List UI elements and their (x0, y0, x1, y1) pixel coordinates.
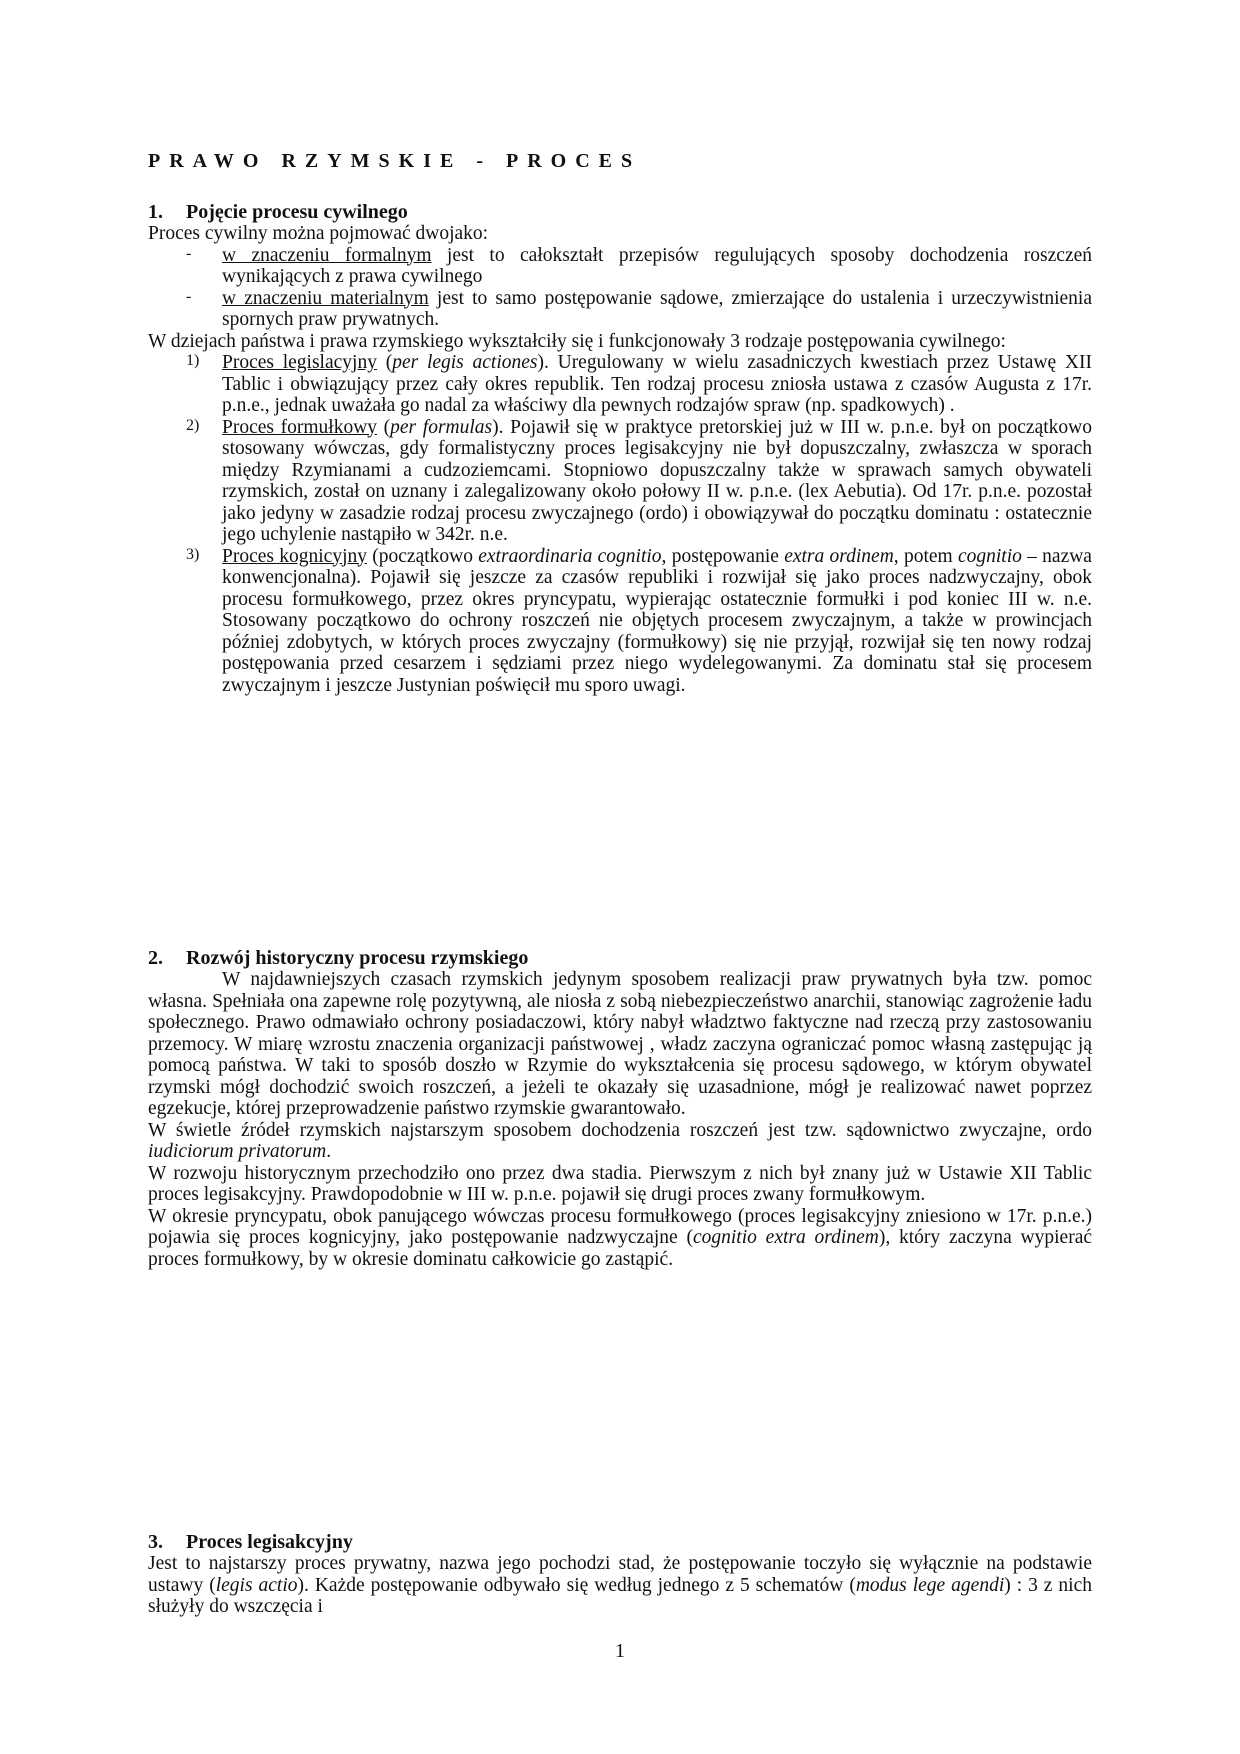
numbered-item (148, 417, 1092, 546)
text-run: , potem (893, 545, 958, 567)
latin-term: per legis actiones (392, 352, 538, 373)
term: w znaczeniu formalnym (222, 244, 432, 266)
section-title: Pojęcie procesu cywilnego (186, 201, 408, 223)
list-item (148, 288, 1092, 331)
item-number: 1) (186, 352, 200, 369)
paragraph (148, 1553, 1092, 1618)
numbered-item (148, 352, 1092, 417)
text-run: W świetle źródeł rzymskich najstarszym sposobem dochodzenia roszczeń jest tzw. sądownictwo zwyczajne, ordo (148, 1119, 1092, 1141)
latin-term: per formulas (390, 416, 493, 438)
text-run: ). Uregulowany w wielu zasadniczych kwestiach przez Ustawę XII Tablic i obwiązujący przez cały okres republik. Ten rodzaj procesu zniosła ustawa z czasów Augusta z 17r. p.n.e., jednak uważała go nadal za właściwy dla pewnych rodzajów spraw (np. spadkowych) . (222, 352, 1093, 416)
section-title: Proces legisakcyjny (186, 1531, 353, 1553)
term: w znaczeniu materialnym (222, 287, 429, 309)
latin-term: modus lege agendi (855, 1574, 1005, 1596)
paragraph: W najdawniejszych czasach rzymskich jedynym sposobem realizacji praw prywatnych była tzw. pomoc własna. Spełniała ona zapewne rolę pozytywną, ale niosła z sobą niebezpieczeństwo anarchii, stanowiąc zagrożenie ładu społecznego. Prawo odmawiało ochrony posiadaczowi, który nabył władztwo faktyczne nad rzeczą przy zastosowaniu przemocy. W miarę wzrostu znaczenia organizacji państwowej , władz zaczyna ograniczać pomoc własną zastępując ją pomocą państwa. W taki to sposób doszło w Rzymie do wykształcenia się procesu sądowego, w którym obywatel rzymski mógł dochodzić swoich roszczeń, a jeżeli te okazały się uzasadnione, mógł je realizować nawet poprzez egzekucje, której przeprowadzenie państwo rzymskie gwarantowało. (148, 969, 1092, 1119)
numbered-item-text (222, 546, 1092, 697)
latin-term: extra ordinem (784, 545, 894, 567)
text-run: ). Pojawił się w praktyce pretorskiej już w III w. p.n.e. był on początkowo stosowany wówczas, gdy formalistyczny proces legisakcyjny nie był dopuszczalny, zwłaszcza w sporach między Rzymianami a cudzoziemcami. Stopniowo dopuszczalny także w sprawach samych obywateli rzymskich, został on uznany i zalegalizowany około połowy II w. p.n.e. (lex Aebutia). Od 17r. p.n.e. pozostał jako jedyny w zasadzie rodzaj procesu zwyczajnego (ordo) i obowiązywał do początku dominatu : ostatecznie jego uchylenie nastąpiło w 342r. n.e. (222, 416, 1092, 545)
text-run: , postępowanie (661, 545, 785, 567)
item-number: 2) (186, 416, 200, 434)
section-3 (148, 1531, 1092, 1618)
section-title: Rozwój historyczny procesu rzymskiego (186, 947, 529, 969)
text-run: ). Każde postępowanie odbywało się według jednego z 5 schematów ( (297, 1574, 856, 1596)
document-title: PRAWO RZYMSKIE - PROCES (148, 150, 642, 172)
list-item-text (222, 245, 1092, 288)
section-number: 1. (148, 201, 163, 223)
section-number: 2. (148, 947, 163, 969)
latin-term: extraordinaria cognitio (478, 545, 662, 567)
paragraph (148, 1120, 1092, 1163)
text-run: ( (377, 416, 391, 438)
text-run: ), który zaczyna wypierać proces formułkowy, by w okresie dominatu całkowicie go zastąpić. (148, 1227, 1092, 1270)
text-run: ) : 3 z nich służyły do wszczęcia i (148, 1574, 1092, 1617)
latin-term: cognitio extra ordinem (692, 1227, 879, 1248)
text-run: Jest to najstarszy proces prywatny, nazwa jego pochodzi stad, że postępowanie toczyło się wyłącznie na podstawie ustawy ( (148, 1553, 1092, 1596)
section-heading (148, 947, 1092, 969)
term: Proces formułkowy (222, 416, 378, 438)
numbered-item-text (222, 417, 1092, 546)
section-intro: Proces cywilny można pojmować dwojako: (148, 223, 489, 244)
numbered-item-text (222, 352, 1092, 417)
item-number: 3) (186, 545, 200, 563)
paragraph: W rozwoju historycznym przechodziło ono przez dwa stadia. Pierwszym z nich był znany już w Ustawie XII Tablic proces legisakcyjny. Prawdopodobnie w III w. p.n.e. pojawił się drugi proces zwany formułkowym. (148, 1162, 1092, 1205)
latin-term: legis actio (215, 1574, 298, 1596)
definition: jest to całokształt przepisów regulujących sposoby dochodzenia roszczeń wynikających z prawa cywilnego (222, 244, 1093, 287)
definition: jest to samo postępowanie sądowe, zmierzające do ustalenia i urzeczywistnienia spornych praw prywatnych. (222, 287, 1093, 330)
text-run: – nazwa konwencjonalna). Pojawił się jeszcze za czasów republiki i rozwijał się jako proces nadzwyczajny, obok procesu formułkowego, przez okres pryncypatu, wypierając ostatecznie formułki i pod koniec III w. n.e. Stosowany początkowo do ochrony roszczeń nie objętych procesem zwyczajnym, a także w prowincjach później zdobytych, w których proces zwyczajny (formułkowy) się nie przyjął, rozwijał się ten nowy rodzaj postępowania przed cesarzem i sędziami przez niego wydelegowanymi. Za dominatu stał się procesem zwyczajnym i jeszcze Justynian poświęcił mu sporo uwagi. (222, 545, 1092, 696)
dash-bullet: - (186, 287, 192, 305)
text-run: (początkowo (367, 545, 479, 567)
section-2 (148, 947, 1092, 1270)
dash-bullet: - (186, 244, 192, 262)
page-number: 1 (615, 1640, 625, 1662)
latin-term: iudiciorum privatorum (148, 1141, 327, 1162)
text-run: W okresie pryncypatu, obok panującego wówczas procesu formułkowego (proces legisakcyjny zniesiono w 17r. p.n.e.) pojawia się proces kognicyjny, jako postępowanie nadzwyczajne ( (148, 1205, 1092, 1248)
paragraph: W dziejach państwa i prawa rzymskiego wykształciły się i funkcjonowały 3 rodzaje postępowania cywilnego: (148, 330, 1006, 352)
list-item (148, 245, 1092, 288)
paragraph (148, 1206, 1092, 1271)
term: Proces kognicyjny (222, 545, 367, 567)
list-item-text (222, 288, 1092, 331)
section-heading (148, 1531, 1092, 1553)
section-number: 3. (148, 1531, 163, 1553)
numbered-item (148, 546, 1092, 697)
text-run: . (326, 1141, 332, 1162)
text-run: ( (376, 352, 393, 373)
section-heading (148, 201, 1092, 223)
section-1 (148, 201, 1092, 696)
term: Proces legislacyjny (222, 352, 377, 373)
latin-term: cognitio (957, 545, 1022, 567)
